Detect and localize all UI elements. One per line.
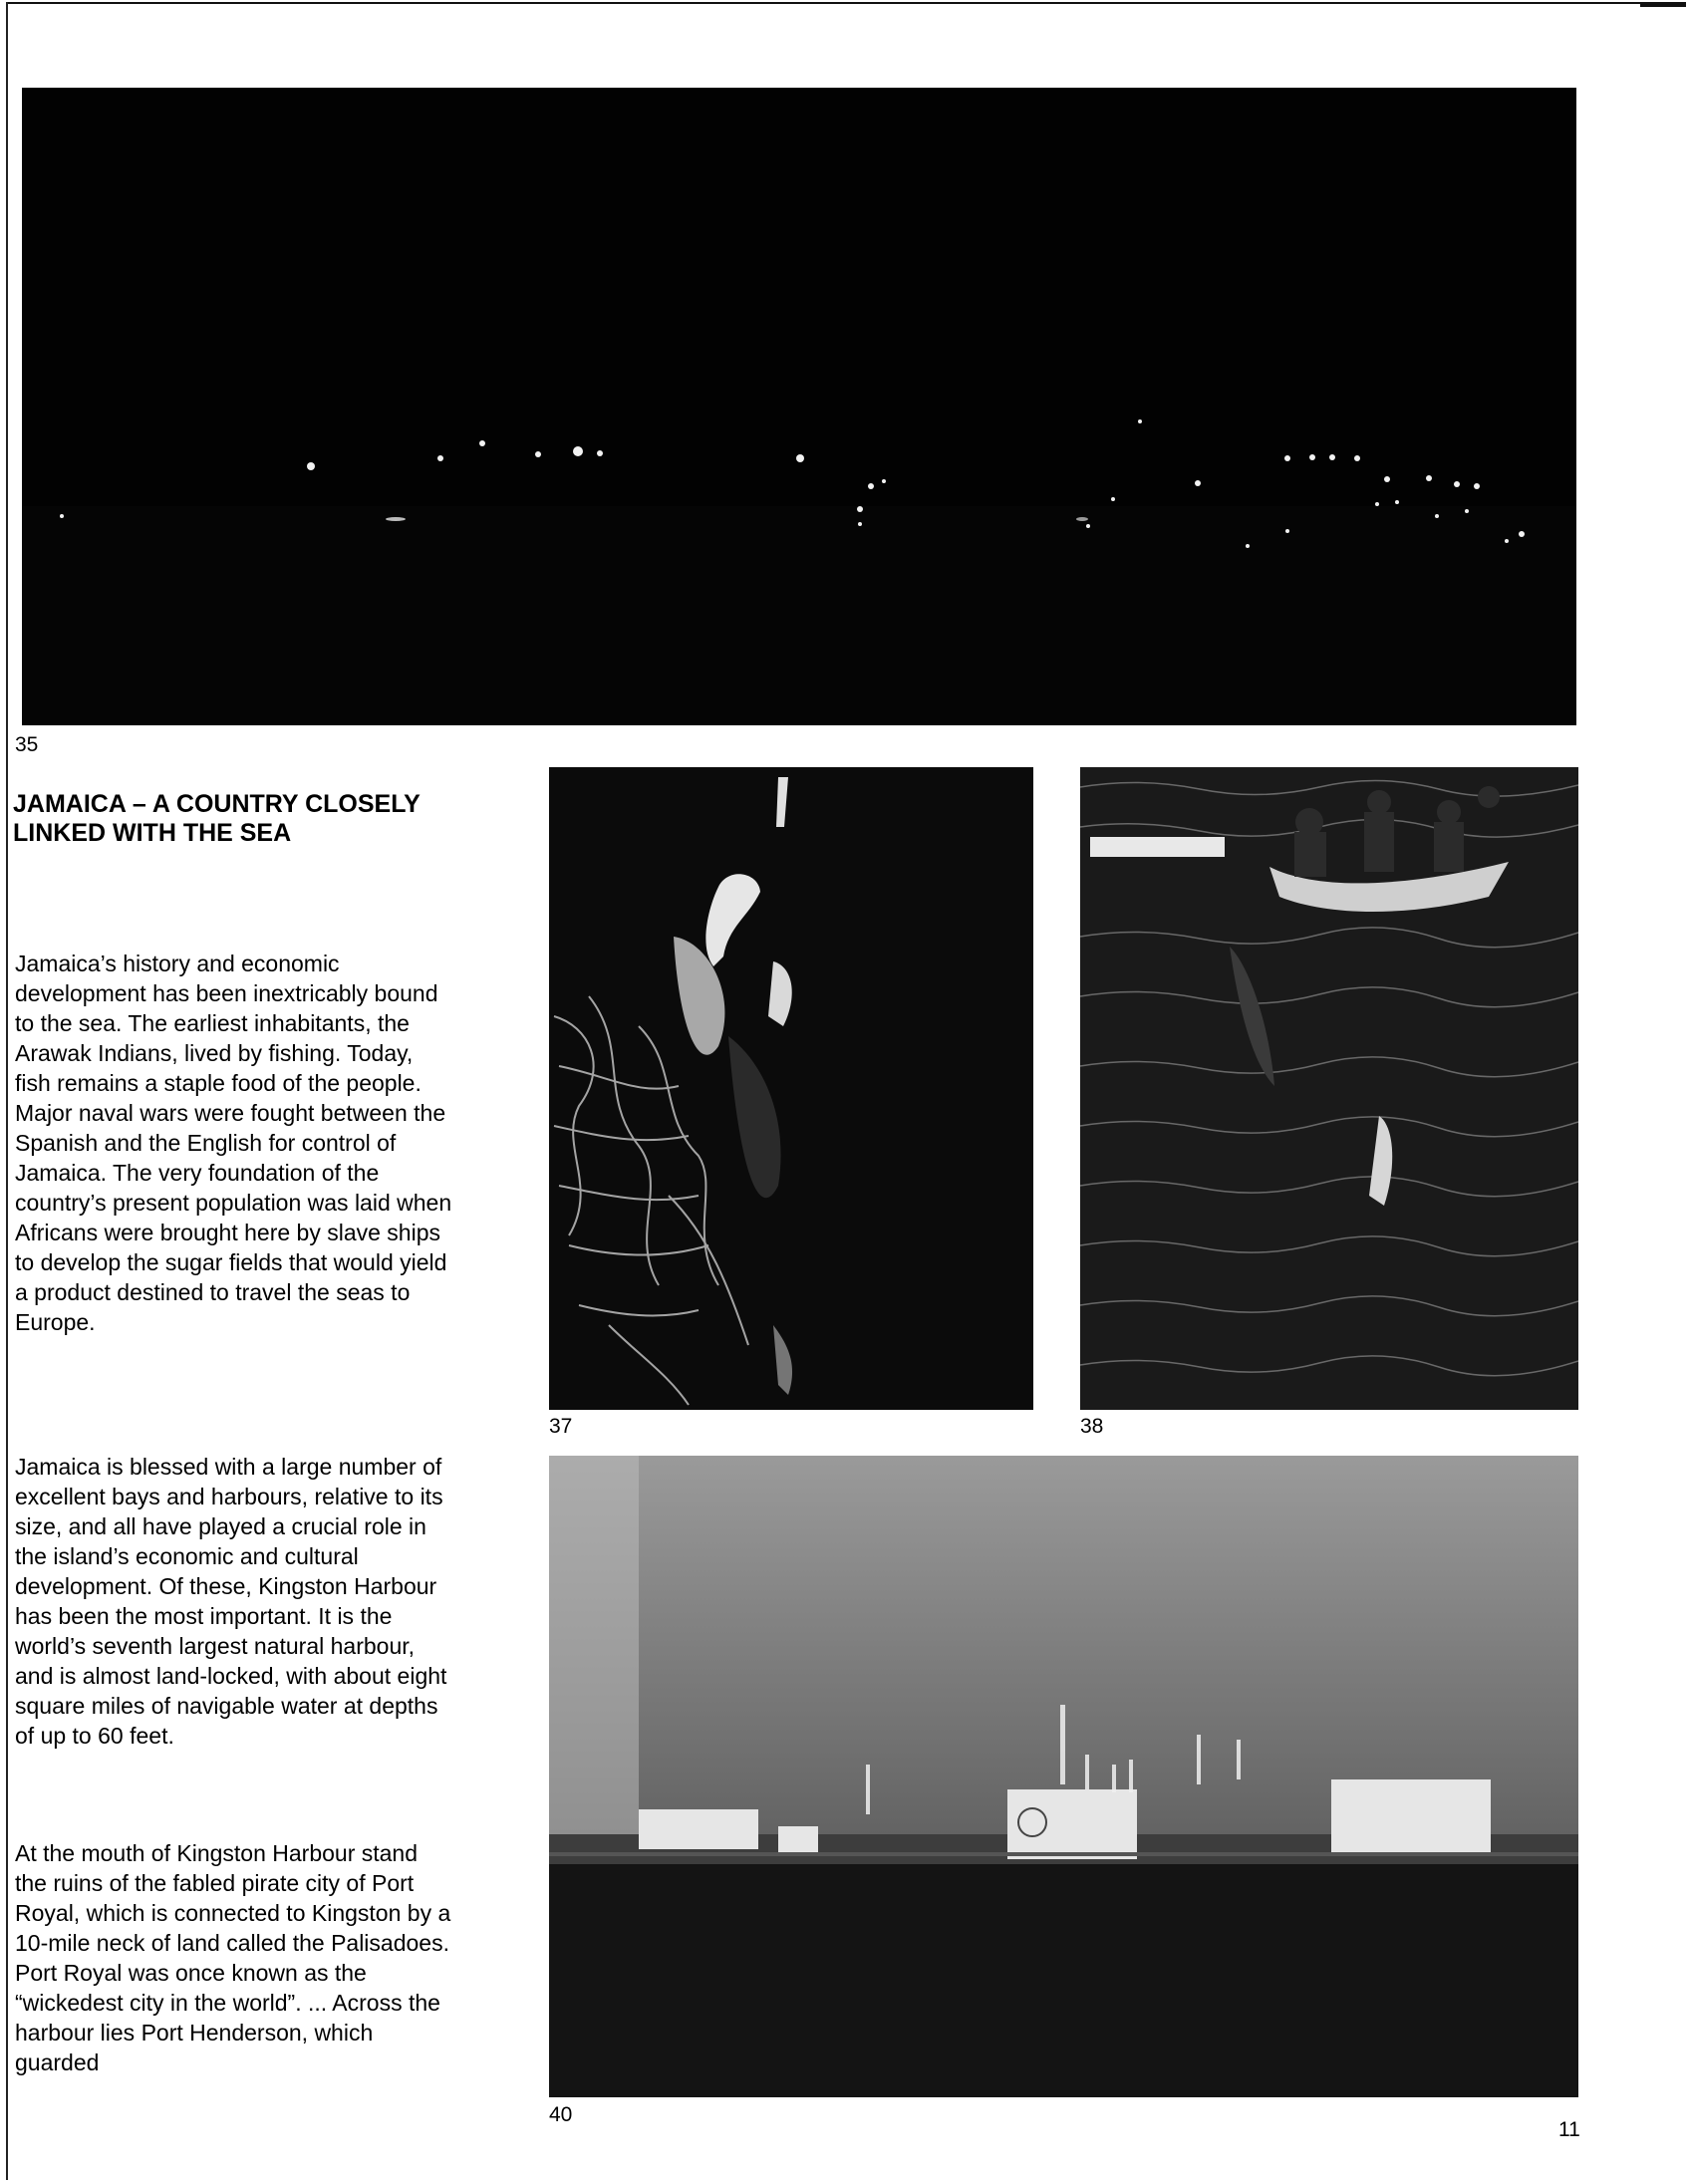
page-number: 11 [1558,2118,1580,2141]
article-paragraph: Jamaica is blessed with a large number of excellent bays and harbours, relative to its size, and all have played a crucial role in the island’s economic and cultural development. Of these, Kingston Harbour has been the most important. It is the world’s seventh largest natural harbour, and is almost land-locked, with about eight square miles of navigable water at depths of up to 60 feet. [15,1454,447,1749]
top-rule [6,2,1640,4]
article-paragraph: Jamaica’s history and economic development has been inextricably bound to the sea. The earliest inhabitants, the Arawak Indians, lived by fishing. Today, fish remains a staple food of the people. Major naval wars were fought between the Spanish and the English for control of Jamaica. The very foundation of the country’s present population was laid when Africans were brought here by slave ships to develop the sugar fields that would yield a product destined to travel the seas to Europe. [15,951,452,1335]
photo-storage-tanks [549,1456,1578,2097]
article-paragraph: At the mouth of Kingston Harbour stand the ruins of the fabled pirate city of Port Royal, which is connected to Kingston by a 10-mile neck of land called the Palisadoes. Port Royal was once known as the “wickedest city in the world”. ... Across the harbour lies Port Henderson, which guarded [15,1840,451,2075]
photo-caption-40: 40 [549,2103,573,2126]
photo-caption-35: 35 [15,733,39,756]
top-rule-mark [1640,2,1686,7]
article-heading: JAMAICA – A COUNTRY CLOSELY LINKED WITH THE SEA [13,790,421,847]
left-margin-rule [6,2,8,2180]
photo-rowing-boat [1080,767,1578,1410]
photo-caption-37: 37 [549,1415,573,1438]
photo-night-harbour [22,88,1576,725]
photo-fisherman-net [549,767,1033,1410]
photo-caption-38: 38 [1080,1415,1104,1438]
